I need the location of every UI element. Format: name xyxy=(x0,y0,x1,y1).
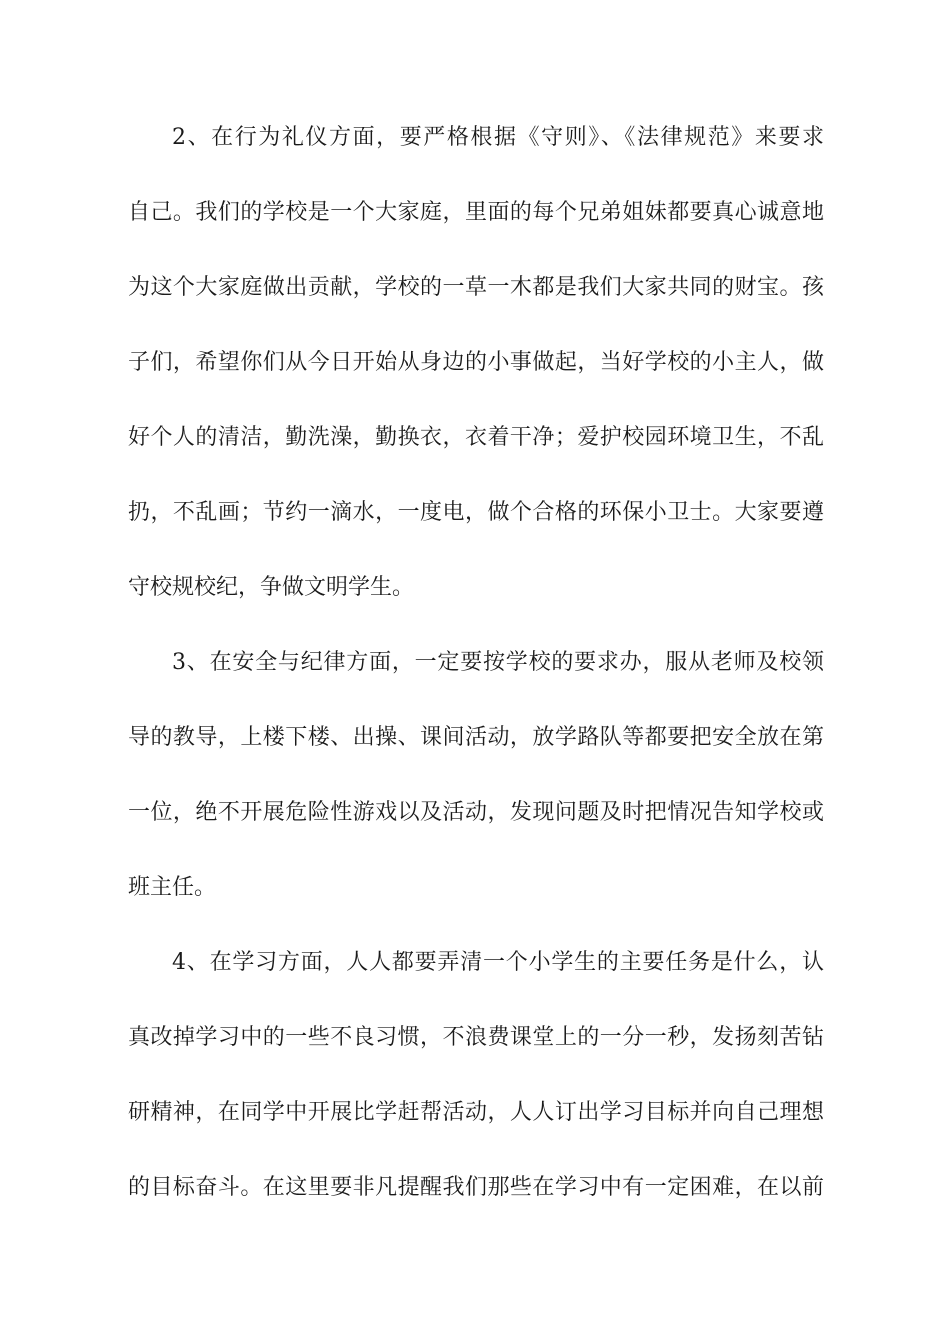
paragraph-line: 班主任。 xyxy=(128,875,217,900)
paragraph-line: 扔，不乱画；节约一滴水，一度电，做个合格的环保小卫士。大家要遵 xyxy=(128,500,824,525)
paragraph-line: 真改掉学习中的一些不良习惯，不浪费课堂上的一分一秒，发扬刻苦钻 xyxy=(128,1025,824,1050)
paragraph-line: 一位，绝不开展危险性游戏以及活动，发现问题及时把情况告知学校或 xyxy=(128,800,824,825)
paragraph-line: 好个人的清洁，勤洗澡，勤换衣，衣着干净；爱护校园环境卫生，不乱 xyxy=(128,425,824,450)
paragraph-line: 导的教导，上楼下楼、出操、课间活动，放学路队等都要把安全放在第 xyxy=(128,725,824,750)
paragraph-line: 研精神，在同学中开展比学赶帮活动，人人订出学习目标并向自己理想 xyxy=(128,1100,824,1125)
paragraph-line: 4、在学习方面，人人都要弄清一个小学生的主要任务是什么，认 xyxy=(172,950,824,975)
paragraph-line: 子们，希望你们从今日开始从身边的小事做起，当好学校的小主人，做 xyxy=(128,350,824,375)
paragraph-line: 自己。我们的学校是一个大家庭，里面的每个兄弟姐妹都要真心诚意地 xyxy=(128,200,824,225)
paragraph-line: 2、在行为礼仪方面，要严格根据《守则》、《法律规范》来要求 xyxy=(172,125,824,150)
paragraph-line: 3、在安全与纪律方面，一定要按学校的要求办，服从老师及校领 xyxy=(172,650,824,675)
paragraph-line: 的目标奋斗。在这里要非凡提醒我们那些在学习中有一定困难，在以前 xyxy=(128,1175,824,1200)
paragraph-line: 守校规校纪，争做文明学生。 xyxy=(128,575,415,600)
paragraph-line: 为这个大家庭做出贡献，学校的一草一木都是我们大家共同的财宝。孩 xyxy=(128,275,824,300)
